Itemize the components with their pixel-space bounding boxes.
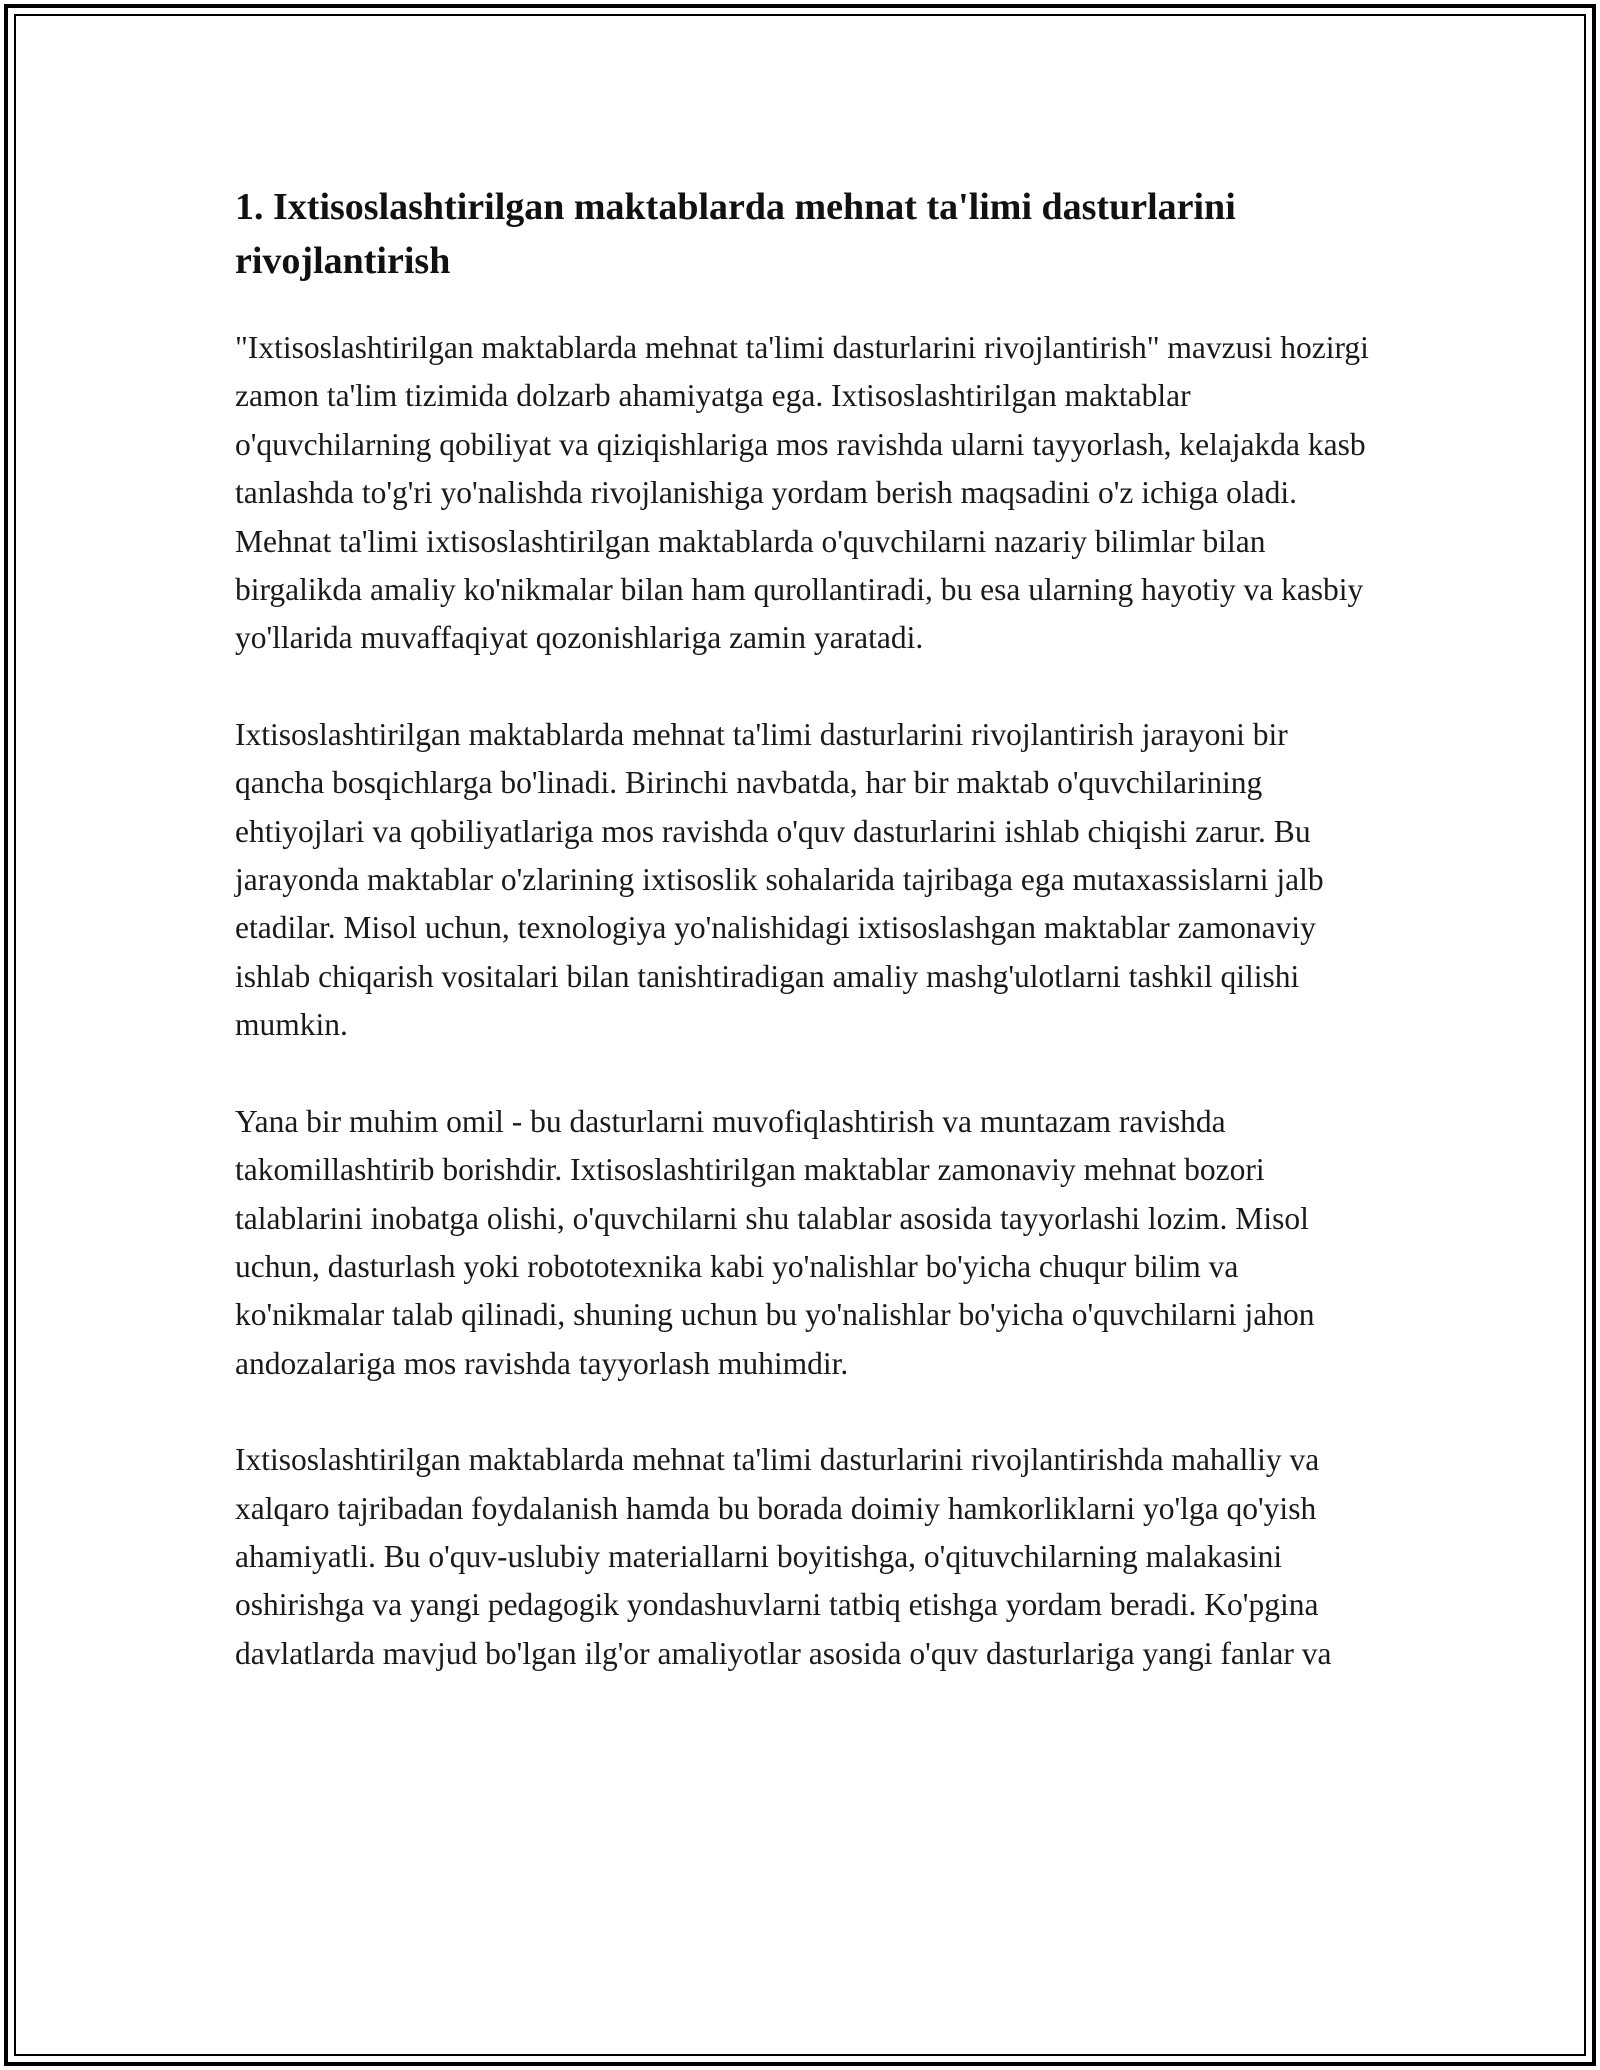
page-title: 1. Ixtisoslashtirilgan maktablarda mehnat ta'limi dasturlarini rivojlantirish	[235, 186, 1236, 282]
paragraph-2: Ixtisoslashtirilgan maktablarda mehnat ta'limi dasturlarini rivojlantirish jarayoni bir qancha bosqichlarga bo'linadi. Birinchi navbatda, har bir maktab o'quvchilarining ehtiyojlari va qobiliyatlariga mos ravishda o'quv dasturlarini ishlab chiqishi zarur. Bu jarayonda maktablar o'zlarining ixtisoslik sohalarida tajribaga ega mutaxassislarni jalb etadilar. Misol uchun, texnologiya yo'nalishidagi ixtisoslashgan maktablar zamonaviy ishlab chiqarish vositalari bilan tanishtiradigan amaliy mashg'ulotlarni tashkil qilishi mumkin.	[235, 716, 1324, 1043]
paragraph-1: "Ixtisoslashtirilgan maktablarda mehnat ta'limi dasturlarini rivojlantirish" mavzusi hozirgi zamon ta'lim tizimida dolzarb ahamiyatga ega. Ixtisoslashtirilgan maktablar o'quvchilarning qobiliyat va qiziqishlariga mos ravishda ularni tayyorlash, kelajakda kasb tanlashda to'g'ri yo'nalishda rivojlanishiga yordam berish maqsadini o'z ichiga oladi. Mehnat ta'limi ixtisoslashtirilgan maktablarda o'quvchilarni nazariy bilimlar bilan birgalikda amaliy ko'nikmalar bilan ham qurollantiradi, bu esa ularning hayotiy va kasbiy yo'llarida muvaffaqiyat qozonishlariga zamin yaratadi.	[235, 330, 1369, 656]
paragraph-4: Ixtisoslashtirilgan maktablarda mehnat ta'limi dasturlarini rivojlantirishda mahalliy va xalqaro tajribadan foydalanish hamda bu borada doimiy hamkorliklarni yo'lga qo'yish ahamiyatli. Bu o'quv-uslubiy materiallarni boyitishga, o'qituvchilarning malakasini oshirishga va yangi pedagogik yondashuvlarni tatbiq etishga yordam beradi. Ko'pgina davlatlarda mavjud bo'lgan ilg'or amaliyotlar asosida o'quv dasturlariga yangi fanlar va	[235, 1442, 1332, 1671]
document-body	[235, 180, 1375, 1678]
paragraph-3: Yana bir muhim omil - bu dasturlarni muvofiqlashtirish va muntazam ravishda takomillashtirib borishdir. Ixtisoslashtirilgan maktablar zamonaviy mehnat bozori talablarini inobatga olishi, o'quvchilarni shu talablar asosida tayyorlashi lozim. Misol uchun, dasturlash yoki robototexnika kabi yo'nalishlar bo'yicha chuqur bilim va ko'nikmalar talab qilinadi, shuning uchun bu yo'nalishlar bo'yicha o'quvchilarni jahon andozalariga mos ravishda tayyorlash muhimdir.	[235, 1103, 1315, 1381]
